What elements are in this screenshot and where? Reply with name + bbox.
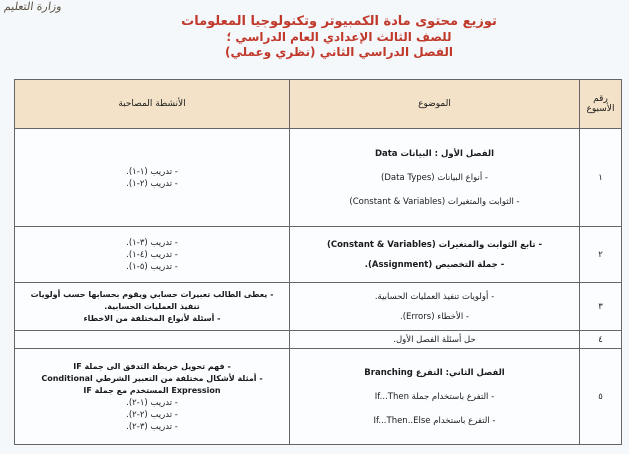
activity-line: - تدريب (٣-٢). (126, 421, 178, 432)
week-number: ٢ (580, 227, 622, 283)
topic-line: الفصل الأول : البيانات Data (374, 148, 495, 159)
week-number: ١ (580, 129, 622, 227)
activities-cell (15, 129, 290, 227)
topic-line: الفصل الثاني: التفرع Branching (364, 367, 505, 378)
activity-line: - تدريب (٢-٢). (126, 409, 178, 420)
topic-cell (290, 331, 580, 349)
table-row (15, 129, 622, 227)
topic-line: حل أسئلة الفصل الأول. (393, 334, 476, 345)
topic-cell (290, 129, 580, 227)
activity-line: - تدريب (٣-١). (126, 237, 178, 248)
week-number: ٣ (580, 283, 622, 331)
topic-line: - التفرع باستخدام جملة If...Then (374, 391, 495, 402)
topic-line: - الأخطاء (Errors). (400, 311, 469, 322)
topic-line: - أولويات تنفيذ العمليات الحسابية. (374, 291, 495, 302)
table-row (15, 283, 622, 331)
table-row (15, 331, 622, 349)
activities-cell (15, 283, 290, 331)
document-term: الفصل الدراسي الثاني (نظري وعملي) (224, 45, 454, 59)
activities-cell (15, 227, 290, 283)
activity-line: Expression المستخدم مع جملة IF (83, 385, 221, 395)
topic-line: - أنواع البيانات (Data Types) (381, 172, 488, 183)
activity-line: - أسئلة لأنواع المختلفة من الاخطاء (83, 313, 221, 323)
activity-line: - تدريب (٥-١). (126, 261, 178, 272)
week-number: ٤ (580, 331, 622, 349)
activity-line: - تدريب (٢-١). (126, 178, 178, 189)
activity-line: تنفيذ العمليات الحسابية. (104, 301, 200, 311)
activity-line: - تدريب (٤-١). (126, 249, 178, 260)
document-title: توزيع محتوى مادة الكمبيوتر وتكنولوجيا المعلومات (181, 14, 497, 29)
table-header-row (15, 80, 622, 129)
activity-line: - أمثلة لأشكال مختلفة من التعبير الشرطي Conditional (41, 373, 263, 383)
header-week: رقم الأسبوع (580, 80, 622, 129)
week-number: ٥ (580, 349, 622, 445)
topic-line: - تابع الثوابت والمتغيرات (Constant & Variables) (326, 239, 543, 250)
topic-cell (290, 227, 580, 283)
document-title-block (129, 14, 549, 60)
activities-cell (15, 331, 290, 349)
activity-line: - يعطى الطالب تعبيرات حسابي ويقوم بحسابها حسب أولويات (30, 289, 274, 299)
activity-line: - تدريب (١-٢). (126, 397, 178, 408)
topic-line: - جملة التخصيص (Assignment). (364, 259, 505, 270)
curriculum-table (14, 79, 622, 445)
topic-line: - الثوابت والمتغيرات (Constant & Variables) (349, 196, 520, 207)
table-row (15, 349, 622, 445)
table-row (15, 227, 622, 283)
document-subtitle: للصف الثالث الإعدادي العام الدراسي ؛ (226, 30, 452, 44)
topic-cell (290, 349, 580, 445)
activity-line: - تدريب (١-١). (126, 166, 178, 177)
topic-line: - التفرع باستخدام If...Then..Else (373, 415, 496, 426)
header-activities: الأنشطة المصاحبة (15, 80, 290, 129)
ministry-logo: وزارة التعليم (3, 0, 63, 13)
activities-cell (15, 349, 290, 445)
topic-cell (290, 283, 580, 331)
activity-line: - فهم تحويل خريطة التدفق الى جملة IF (73, 361, 231, 371)
header-topic: الموضوع (290, 80, 580, 129)
